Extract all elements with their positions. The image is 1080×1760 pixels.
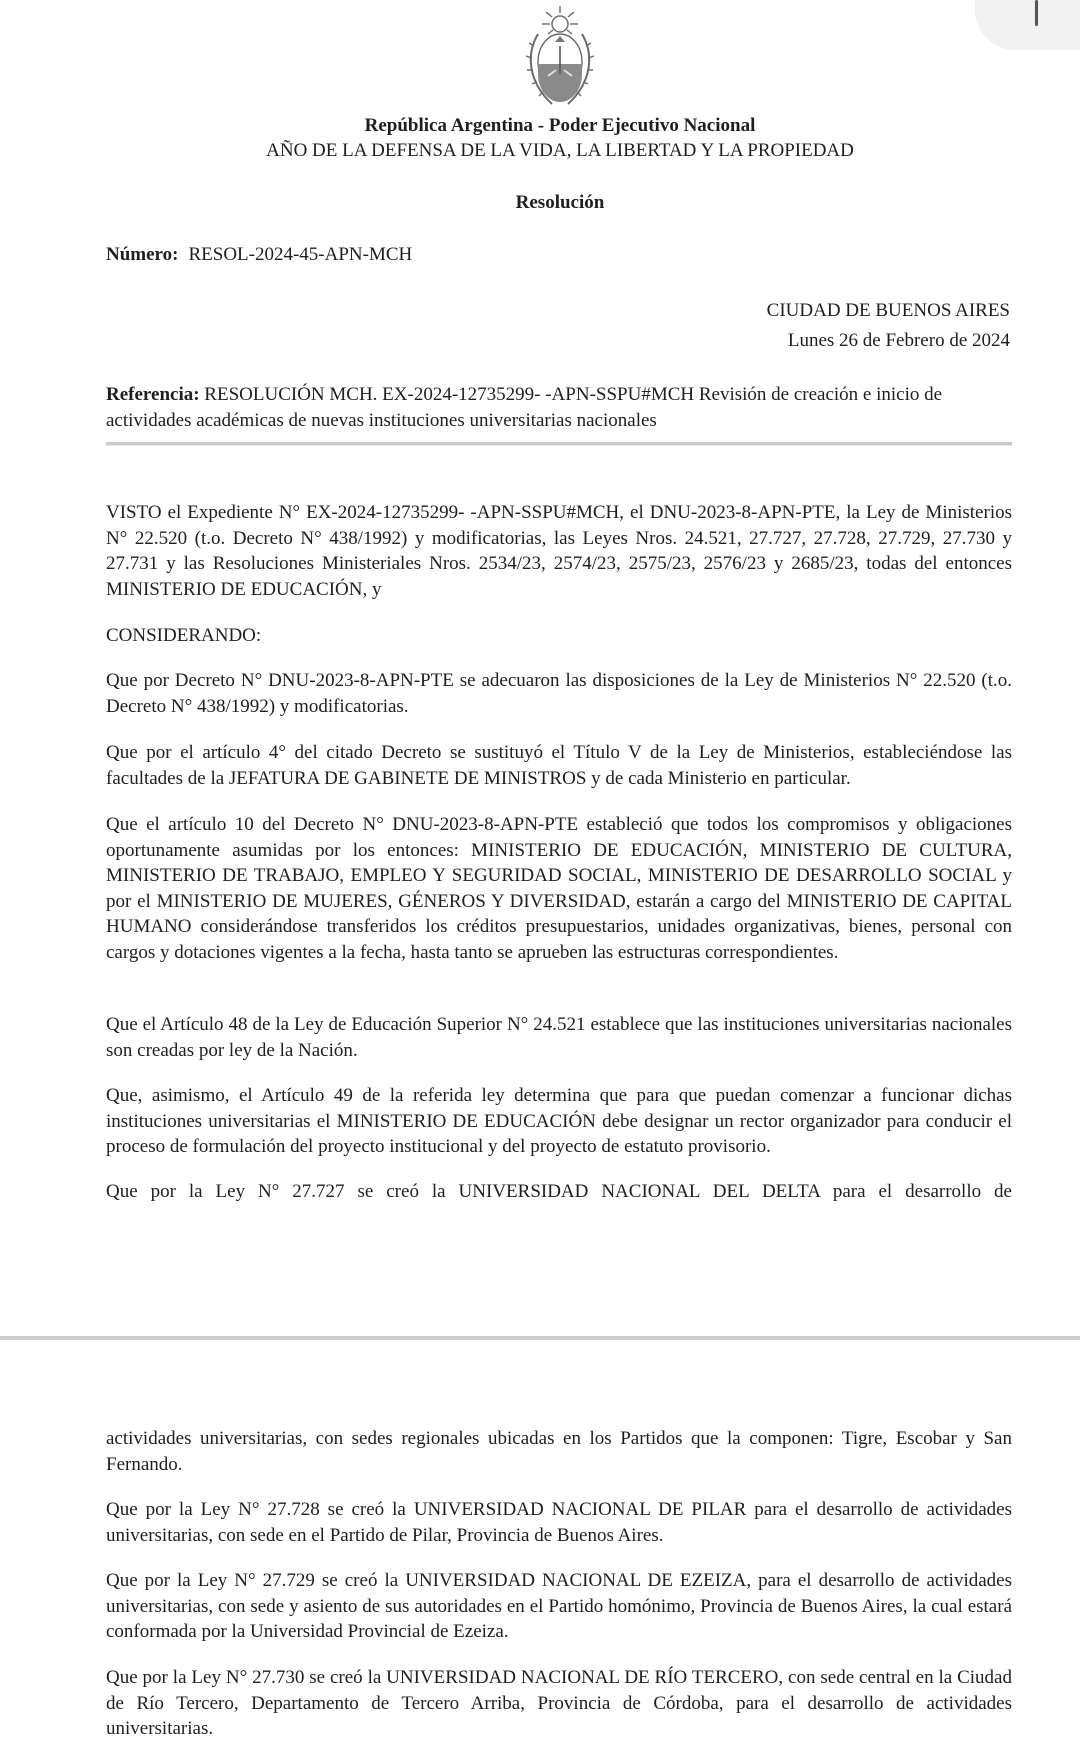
visto-paragraph: VISTO el Expediente N° EX-2024-12735299- -APN-SSPU#MCH, el DNU-2023-8-APN-PTE, la Ley de Ministerios N° 22.520 (t.o. Decreto N° 438/1992) y modificatorias, las Leyes Nros. 24.521, 27.727, 27.728, 27.729, 27.730 y 27.731 y las Resoluciones Ministeriales Nros. 2534/23, 2574/23, 2575/23, 2576/23 y 2685/23, todas del entonces MINISTERIO DE EDUCACIÓN, y <box>106 502 1012 600</box>
paragraph: Que por la Ley N° 27.730 se creó la UNIVERSIDAD NACIONAL DE RÍO TERCERO, con sede central en la Ciudad de Río Tercero, Departamento de Tercero Arriba, Provincia de Córdoba, para el desarrollo de actividades universitarias. <box>106 1667 1012 1740</box>
document-type: Resolución <box>515 192 605 213</box>
paragraph: Que el artículo 10 del Decreto N° DNU-2023-8-APN-PTE estableció que todos los compromisos y obligaciones oportunamente asumidas por los entonces: MINISTERIO DE EDUCACIÓN, MINISTERIO DE CULTURA, MINISTERIO DE TRABAJO, EMPLEO Y SEGURIDAD SOCIAL, MINISTERIO DE DESARROLLO SOCIAL y por el MINISTERIO DE MUJERES, GÉNEROS Y DIVERSIDAD, estarán a cargo del MINISTERIO DE CAPITAL HUMANO considerándose transferidos los créditos presupuestarios, unidades organizativas, bienes, personal con cargos y dotaciones vigentes a la fecha, hasta tanto se aprueben las estructuras correspondientes. <box>106 814 1012 963</box>
paragraph: Que por el artículo 4° del citado Decreto se sustituyó el Título V de la Ley de Ministerios, estableciéndose las facultades de la JEFATURA DE GABINETE DE MINISTROS y de cada Ministerio en particular. <box>106 742 1012 789</box>
year-motto: AÑO DE LA DEFENSA DE LA VIDA, LA LIBERTAD Y LA PROPIEDAD <box>266 140 854 161</box>
national-coat-of-arms-icon <box>520 4 600 110</box>
corner-scroll-widget[interactable] <box>975 0 1080 50</box>
reference <box>106 382 1012 433</box>
paragraph: Que por la Ley N° 27.728 se creó la UNIVERSIDAD NACIONAL DE PILAR para el desarrollo de actividades universitarias, con sede en el Partido de Pilar, Provincia de Buenos Aires. <box>106 1499 1012 1546</box>
scroll-handle[interactable] <box>1035 0 1038 26</box>
document-number-value: RESOL-2024-45-APN-MCH <box>188 244 413 265</box>
page-break <box>0 1336 1080 1340</box>
paragraph: actividades universitarias, con sedes regionales ubicadas en los Partidos que la componen: Tigre, Escobar y San Fernando. <box>106 1428 1012 1475</box>
issuer-line: República Argentina - Poder Ejecutivo Nacional <box>364 115 756 136</box>
paragraph: Que por la Ley N° 27.727 se creó la UNIVERSIDAD NACIONAL DEL DELTA para el desarrollo de <box>106 1181 1012 1202</box>
document-number <box>106 244 412 266</box>
document-number-label: Número: <box>106 244 179 265</box>
city: CIUDAD DE BUENOS AIRES <box>766 300 1010 321</box>
header-divider <box>106 442 1012 446</box>
considerando-heading: CONSIDERANDO: <box>106 625 262 646</box>
paragraph: Que por la Ley N° 27.729 se creó la UNIVERSIDAD NACIONAL DE EZEIZA, para el desarrollo de actividades universitarias, con sede y asiento de sus autoridades en el Partido homónimo, Provincia de Buenos Aires, la cual estará conformada por la Universidad Provincial de Ezeiza. <box>106 1570 1012 1643</box>
paragraph: Que por Decreto N° DNU-2023-8-APN-PTE se adecuaron las disposiciones de la Ley de Ministerios N° 22.520 (t.o. Decreto N° 438/1992) y modificatorias. <box>106 670 1012 717</box>
reference-text: RESOLUCIÓN MCH. EX-2024-12735299- -APN-SSPU#MCH Revisión de creación e inicio de actividades académicas de nuevas instituciones universitarias nacionales <box>106 384 943 431</box>
date: Lunes 26 de Febrero de 2024 <box>787 330 1010 351</box>
paragraph: Que el Artículo 48 de la Ley de Educación Superior N° 24.521 establece que las instituciones universitarias nacionales son creadas por ley de la Nación. <box>106 1014 1012 1061</box>
reference-label: Referencia: <box>106 384 200 405</box>
paragraph: Que, asimismo, el Artículo 49 de la referida ley determina que para que puedan comenzar a funcionar dichas instituciones universitarias el MINISTERIO DE EDUCACIÓN debe designar un rector organizador para conducir el proceso de formulación del proyecto institucional y del proyecto de estatuto provisorio. <box>106 1085 1012 1158</box>
